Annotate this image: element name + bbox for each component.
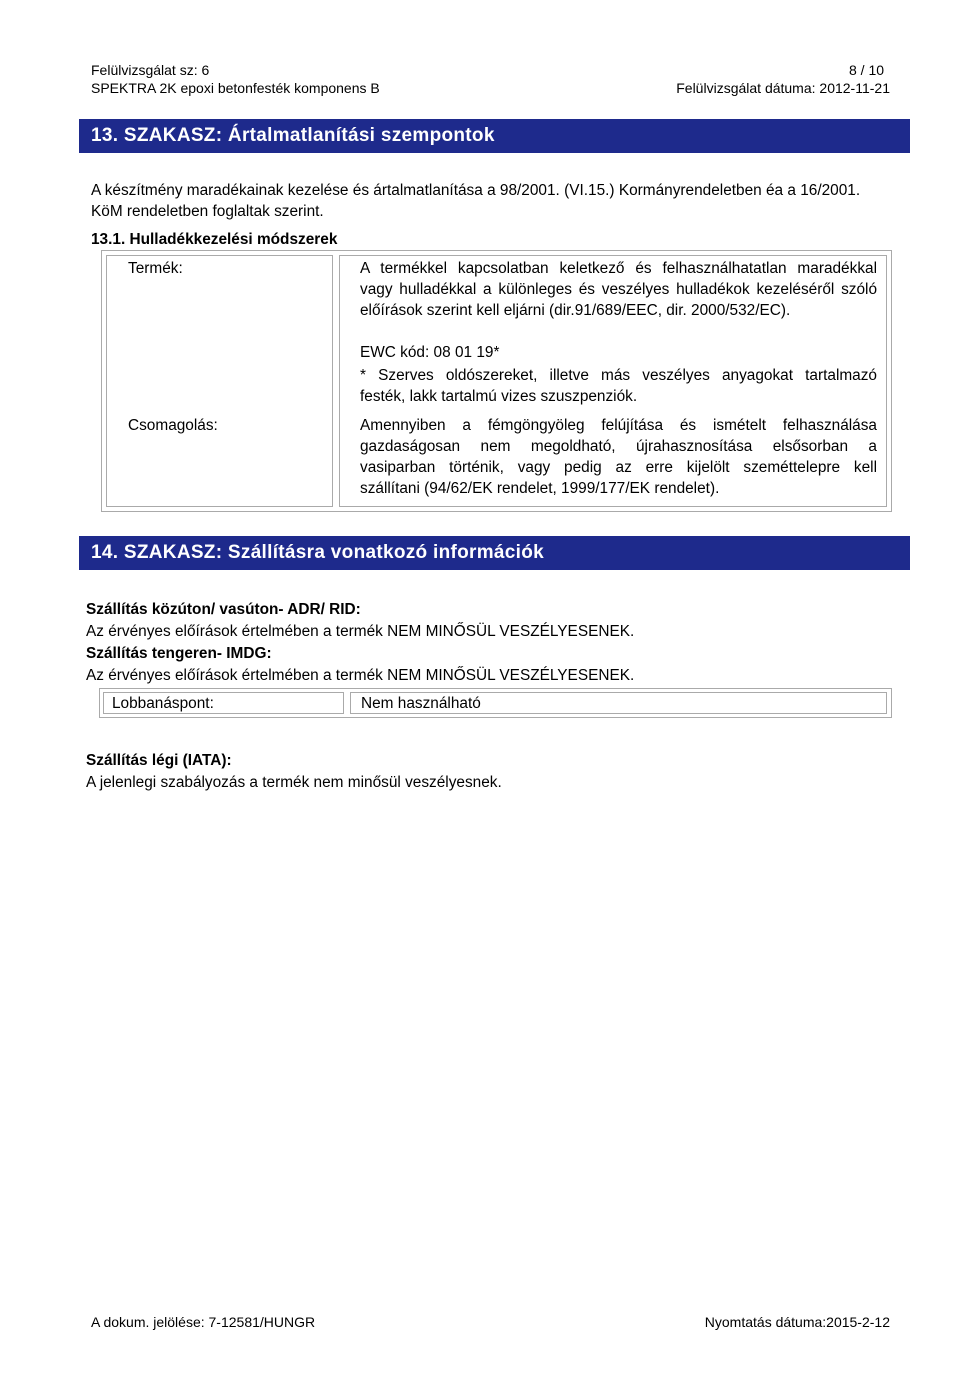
packaging-text-line: vasiparban történik, vagy pedig az erre kijelölt szeméttelepre kell [360, 459, 877, 476]
product-text-line: A termékkel kapcsolatban keletkező és felhasználhatatlan maradékkal [360, 260, 877, 277]
product-text-line: előírások szerint kell eljárni (dir.91/689/EEC, dir. 2000/532/EC). [360, 302, 791, 319]
ewc-code: EWC kód: 08 01 19* [360, 344, 500, 361]
page-number: 8 / 10 [849, 62, 885, 78]
revision-date: Felülvizsgálat dátuma: 2012-11-21 [676, 80, 890, 96]
section-13-intro-line2: KöM rendeletben foglaltak szerint. [91, 203, 324, 220]
flash-point-table [99, 688, 892, 718]
section-13-title: 13. SZAKASZ: Ártalmatlanítási szempontok [79, 119, 910, 153]
flash-point-value: Nem használható [361, 695, 481, 712]
road-transport-text: Az érvényes előírások értelmében a termék NEM MINŐSÜL VESZÉLYESENEK. [86, 623, 635, 640]
document-id: A dokum. jelölése: 7-12581/HUNGR [91, 1314, 316, 1330]
ewc-note-line: * Szerves oldószereket, illetve más veszélyes anyagokat tartalmazó [360, 367, 877, 384]
road-transport-heading: Szállítás közúton/ vasúton- ADR/ RID: [86, 601, 361, 618]
disposal-label-column [106, 255, 333, 507]
packaging-text-line: szállítani (94/62/EK rendelet, 1999/177/EK rendelet). [360, 480, 720, 497]
revision-number: Felülvizsgálat sz: 6 [91, 62, 210, 78]
sea-transport-heading: Szállítás tengeren- IMDG: [86, 645, 272, 662]
packaging-text-line: Amennyiben a fémgöngyöleg felújítása és ismételt felhasználása [360, 417, 877, 434]
ewc-note-line: festék, lakk tartalmú vizes szuszpenziók. [360, 388, 638, 405]
product-label: Termék: [128, 260, 183, 277]
section-13-1-subtitle: 13.1. Hulladékkezelési módszerek [91, 231, 338, 248]
print-date: Nyomtatás dátuma:2015-2-12 [704, 1314, 890, 1330]
flash-point-label: Lobbanáspont: [112, 695, 214, 712]
air-transport-heading: Szállítás légi (IATA): [86, 752, 232, 769]
section-13-intro-line1: A készítmény maradékainak kezelése és ártalmatlanítása a 98/2001. (VI.15.) Kormányrendeletben éa a 16/2001. [91, 182, 861, 199]
packaging-label: Csomagolás: [128, 417, 218, 434]
product-text-line: vagy hulladékkal a különleges és veszélyes hulladékok kezeléséről szóló [360, 281, 877, 298]
air-transport-text: A jelenlegi szabályozás a termék nem minősül veszélyesnek. [86, 774, 502, 791]
section-14-title: 14. SZAKASZ: Szállításra vonatkozó információk [79, 536, 910, 570]
packaging-text [360, 415, 877, 499]
packaging-text-line: gazdaságosan nem megoldható, újrahasznosítása elsősorban a [360, 438, 877, 455]
product-name: SPEKTRA 2K epoxi betonfesték komponens B [91, 80, 380, 96]
ewc-note [360, 365, 877, 407]
product-text [360, 258, 877, 321]
sea-transport-text: Az érvényes előírások értelmében a termék NEM MINŐSÜL VESZÉLYESENEK. [86, 667, 635, 684]
